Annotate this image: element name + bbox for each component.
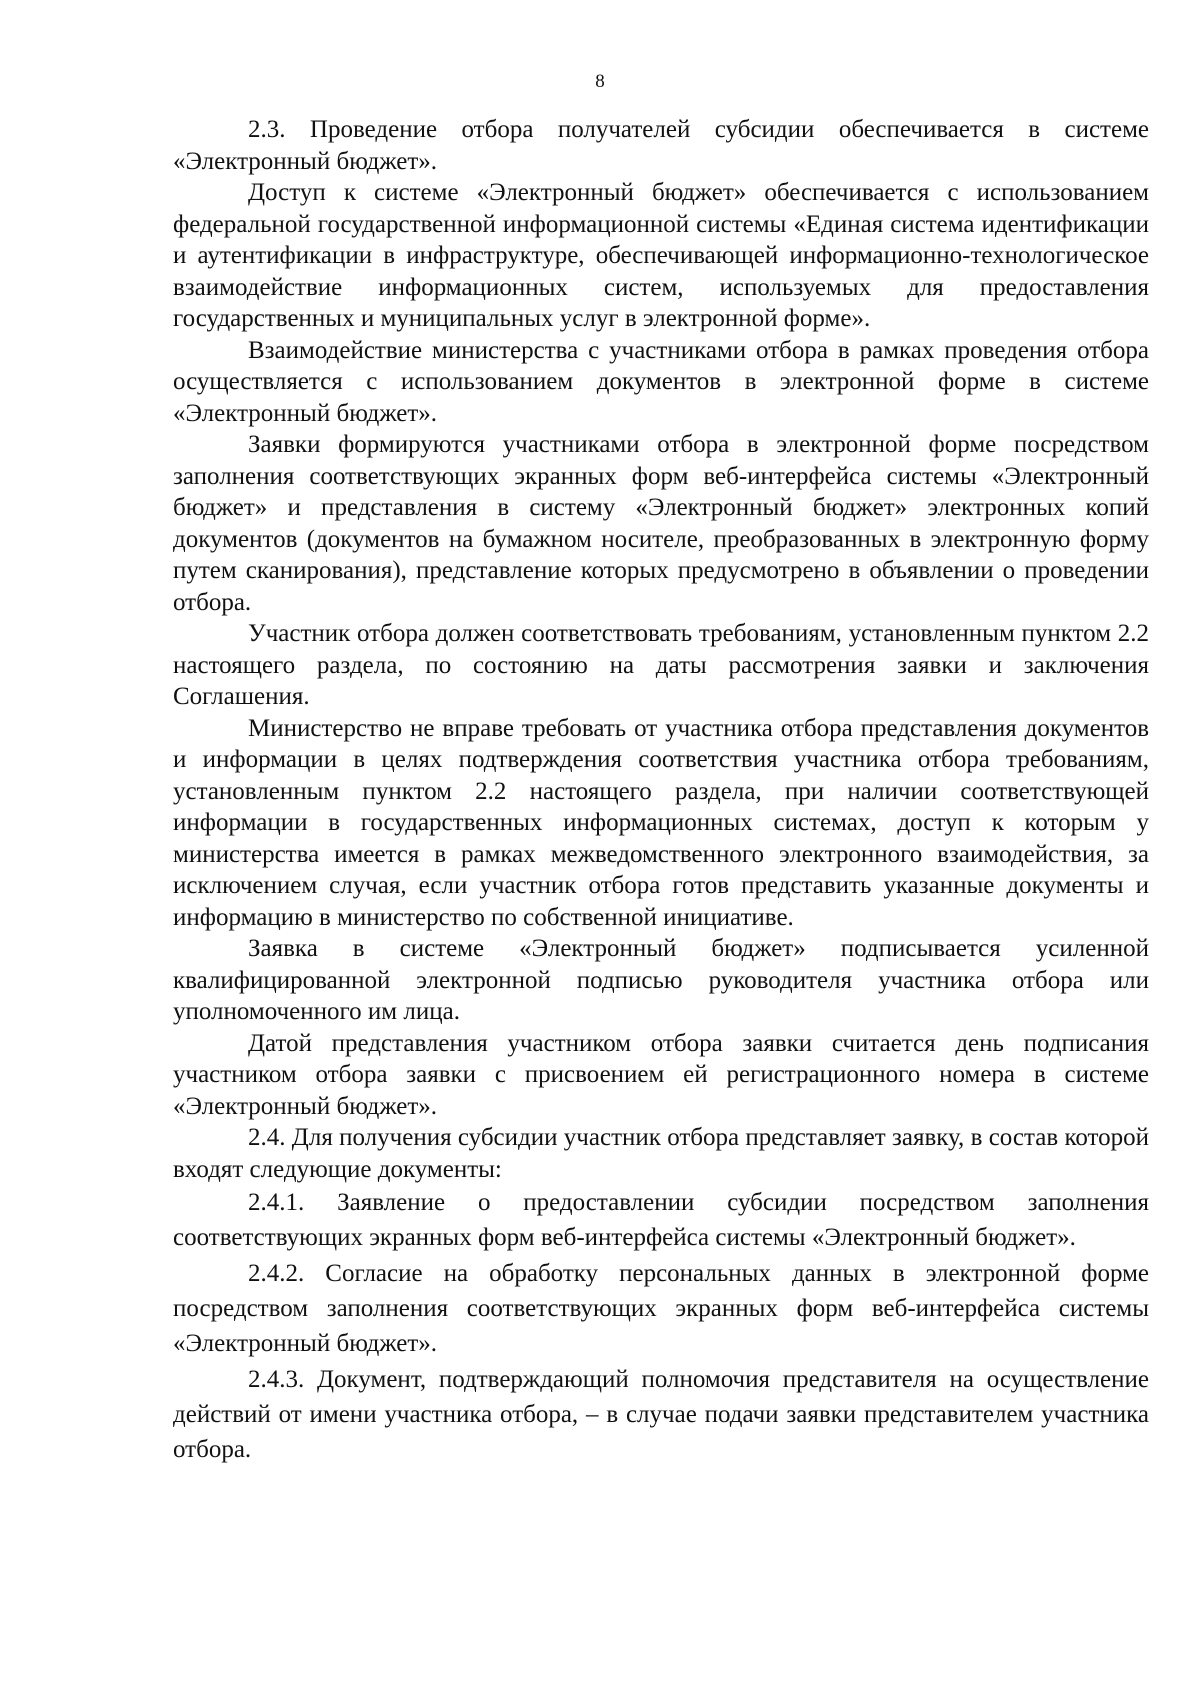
paragraph-2-4-1: 2.4.1. Заявление о предоставлении субсидии посредством заполнения соответствующих экранных форм веб-интерфейса системы «Электронный бюджет».	[173, 1189, 1149, 1251]
paragraph-access: Доступ к системе «Электронный бюджет» обеспечивается с использованием федеральной государственной информационной системы «Единая система идентификации и аутентификации в инфраструктуре, обеспечивающей информационно-технологическое взаимодействие информационных систем, используемых для предоставления государственных и муниципальных услуг в электронной форме».	[173, 179, 1149, 332]
paragraph-submission-date: Датой представления участником отбора заявки считается день подписания участником отбора заявки с присвоением ей регистрационного номера в системе «Электронный бюджет».	[173, 1029, 1149, 1120]
paragraph-participant-requirements: Участник отбора должен соответствовать требованиям, установленным пунктом 2.2 настоящего раздела, по состоянию на даты рассмотрения заявки и заключения Соглашения.	[173, 620, 1149, 710]
paragraph-2-4-2: 2.4.2. Согласие на обработку персональных данных в электронной форме посредством заполнения соответствующих экранных форм веб-интерфейса системы «Электронный бюджет».	[173, 1260, 1149, 1357]
paragraph-signature: Заявка в системе «Электронный бюджет» подписывается усиленной квалифицированной электронной подписью руководителя участника отбора или уполномоченного им лица.	[173, 935, 1149, 1025]
paragraph-interaction: Взаимодействие министерства с участниками отбора в рамках проведения отбора осуществляется с использованием документов в электронной форме в системе «Электронный бюджет».	[173, 336, 1149, 427]
paragraph-applications: Заявки формируются участниками отбора в электронной форме посредством заполнения соответствующих экранных форм веб-интерфейса системы «Электронный бюджет» и представления в систему «Электронный бюджет» электронных копий документов (документов на бумажном носителе, преобразованных в электронную форму путем сканирования), представление которых предусмотрено в объявлении о проведении отбора.	[173, 431, 1149, 616]
paragraph-ministry-restriction: Министерство не вправе требовать от участника отбора представления документов и информации в целях подтверждения соответствия участника отбора требованиям, установленным пунктом 2.2 настоящего раздела, при наличии соответствующей информации в государственных информационных системах, доступ к которым у министерства имеется в рамках межведомственного электронного взаимодействия, за исключением случая, если участник отбора готов представить указанные документы и информацию в министерство по собственной инициативе.	[173, 714, 1149, 931]
paragraph-2-4-3: 2.4.3. Документ, подтверждающий полномочия представителя на осуществление действий от имени участника отбора, – в случае подачи заявки представителем участника отбора.	[173, 1366, 1149, 1463]
document-body	[173, 114, 1149, 1467]
paragraph-2-3: 2.3. Проведение отбора получателей субсидии обеспечивается в системе «Электронный бюджет».	[173, 116, 1149, 175]
page-number: 8	[595, 71, 605, 92]
paragraph-2-4: 2.4. Для получения субсидии участник отбора представляет заявку, в состав которой входят следующие документы:	[173, 1124, 1149, 1183]
